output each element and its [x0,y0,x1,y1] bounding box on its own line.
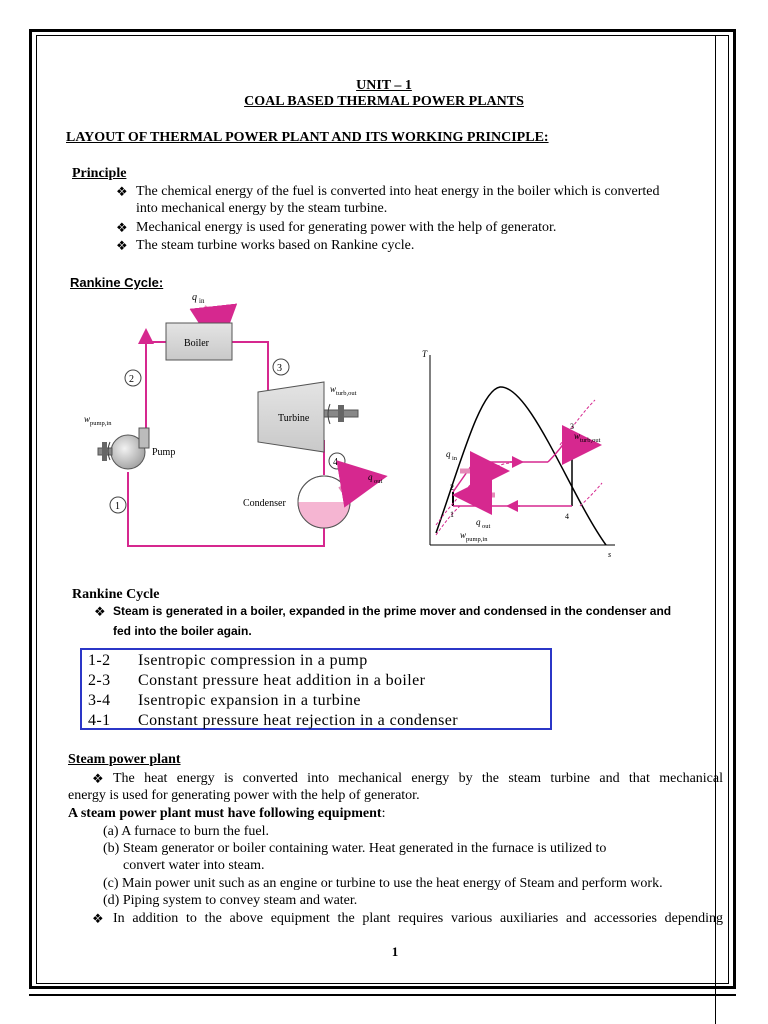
t-axis-label: T [422,349,428,359]
w-pump-label: w [84,414,91,424]
rankine-cycle-heading: Rankine Cycle: [70,275,164,290]
auxiliaries-text: In addition to the above equipment the plant requires various auxiliaries and accessories depending [113,911,723,926]
ts-q-out-sub: out [482,523,491,530]
process-row [88,671,550,691]
process-number: 4-1 [88,712,111,729]
process-row [88,651,550,671]
state-label: 2 [129,374,134,385]
page-number: 1 [391,944,399,959]
principle-item: Mechanical energy is used for generating power with the help of generator. [136,220,557,235]
ts-w-turb-sub: turb,out [580,437,601,444]
ts-w-turb-label: w [574,431,581,441]
rankine-cycle-text: fed into the boiler again. [113,624,252,638]
ts-w-pump-sub: pump,in [466,536,488,543]
equipment-item: (b) Steam generator or boiler containing water. Heat generated in the furnace is utilized to [103,841,607,856]
turbine-coupling [338,405,344,422]
q-out-label: q [368,472,373,482]
pipe-2-boiler [146,342,166,430]
process-description: Isentropic expansion in a turbine [138,692,361,709]
q-in-label: q [192,292,197,303]
q-in-sub: in [199,297,205,305]
steam-plant-paragraph: energy is used for generating power with the help of generator. [68,788,420,803]
ts-state-label: 2 [450,483,454,492]
equipment-colon: : [381,806,386,821]
turbine-label: Turbine [278,413,310,424]
ts-q-in-label: q [446,449,451,459]
state-label: 3 [277,363,282,374]
bullet-icon: ❖ [116,184,128,199]
bullet-icon: ❖ [116,238,128,253]
page-border-line [29,994,736,996]
page-border-line [715,35,716,1024]
bullet-icon: ❖ [116,220,128,235]
equipment-item: convert water into steam. [123,858,265,873]
process-description: Constant pressure heat addition in a boiler [138,672,426,689]
principle-item: The steam turbine works based on Rankine cycle. [136,238,415,253]
ts-state-label: 4 [565,512,569,521]
w-turb-sub: turb,out [336,390,357,397]
ts-w-pump-label: w [460,530,467,540]
rankine-cycle-subheading: Rankine Cycle [72,587,160,602]
steam-plant-heading: Steam power plant [68,752,181,767]
ts-state-label: 1 [450,510,454,519]
process-2-3a [453,462,548,492]
process-row [88,711,550,731]
process-description: Isentropic compression in a pump [138,652,368,669]
ts-q-in-sub: in [452,455,458,462]
pipe-1-pump [128,472,324,546]
process-row [88,691,550,711]
chapter-title: COAL BASED THERMAL POWER PLANTS [244,94,524,109]
condenser-label: Condenser [243,498,286,509]
process-number: 1-2 [88,652,111,669]
s-axis-label: s [608,550,612,559]
ts-diagram [420,345,620,570]
unit-title: UNIT – 1 [356,78,412,93]
pump-outlet [139,428,149,448]
pipe-3-turbine [232,342,268,390]
ts-q-out-label: q [476,517,481,527]
ts-state-label: 3 [570,422,574,431]
q-out-arrow [340,480,364,490]
principle-item: The chemical energy of the fuel is converted into heat energy in the boiler which is converted [136,184,660,199]
rankine-schematic-diagram [80,290,400,560]
process-list-box [80,648,552,730]
boiler-label: Boiler [184,338,209,349]
state-label: 4 [333,457,338,468]
steam-plant-paragraph: The heat energy is converted into mechanical energy by the steam turbine and that mechanical [113,771,723,786]
bullet-icon: ❖ [92,771,104,786]
pump-label: Pump [152,447,176,458]
equipment-item: (d) Piping system to convey steam and water. [103,893,358,908]
section-title: LAYOUT OF THERMAL POWER PLANT AND ITS WORKING PRINCIPLE: [66,130,549,145]
process-description: Constant pressure heat rejection in a condenser [138,712,459,729]
process-number: 2-3 [88,672,111,689]
equipment-heading: A steam power plant must have following equipment [68,806,382,821]
principle-heading: Principle [72,166,127,181]
bullet-icon: ❖ [92,911,104,926]
saturation-dome [436,387,606,545]
principle-item: into mechanical energy by the steam turbine. [136,201,388,216]
bullet-icon: ❖ [94,604,106,619]
equipment-item: (c) Main power unit such as an engine or turbine to use the heat energy of Steam and perform work. [103,876,663,891]
w-pump-sub: pump,in [90,420,112,427]
process-number: 3-4 [88,692,111,709]
state-label: 1 [115,501,120,512]
equipment-item: (a) A furnace to burn the fuel. [103,824,269,839]
w-turb-label: w [330,384,337,394]
rankine-cycle-text: Steam is generated in a boiler, expanded in the prime mover and condensed in the condenser and [113,604,672,618]
q-out-sub: out [374,478,383,485]
equipment-heading-line [68,805,385,822]
